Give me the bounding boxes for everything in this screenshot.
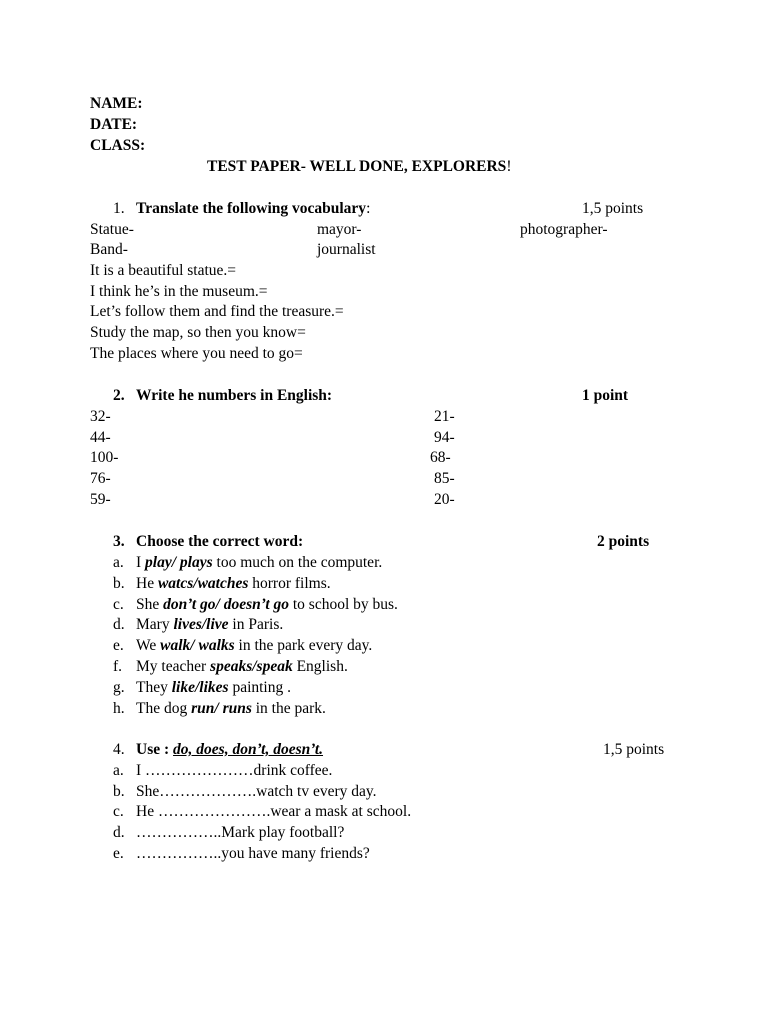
section4-number: 4. [113,741,125,758]
fill-item-c-letter: c. [113,803,124,820]
choice-item-b [136,575,331,593]
number-right-3: 68- [430,449,451,466]
choice-item-pre: Mary [136,616,174,633]
fill-item-a: I …………………drink coffee. [136,762,333,779]
choice-item-e [136,637,372,655]
choice-item-b-letter: b. [113,575,125,592]
choice-item-pre: My teacher [136,658,211,675]
fill-item-b-letter: b. [113,783,125,800]
page-title-exclamation: ! [506,158,512,175]
section1-points: 1,5 points [582,200,644,217]
choice-item-post: too much on the computer. [212,554,383,571]
sentence-5: The places where you need to go= [90,345,303,362]
number-left-2: 44- [90,429,111,446]
section2-heading: Write he numbers in English: [136,387,333,404]
fill-item-a-letter: a. [113,762,124,779]
choice-item-e-letter: e. [113,637,124,654]
vocab-mayor: mayor- [317,221,362,238]
choice-item-pre: The dog [136,700,192,717]
choice-item-h-letter: h. [113,700,125,717]
choice-options: run/ runs [191,700,252,717]
number-left-4: 76- [90,470,111,487]
fill-item-c: He ………………….wear a mask at school. [136,803,412,820]
fill-item-e-letter: e. [113,845,124,862]
section2-number: 2. [113,387,125,404]
number-left-3: 100- [90,449,119,466]
choice-item-pre: I [136,554,146,571]
section1-number: 1. [113,200,125,217]
vocab-journalist: journalist [317,241,376,258]
fill-item-b: She……………….watch tv every day. [136,783,377,800]
choice-item-pre: They [136,679,172,696]
fill-item-d-letter: d. [113,824,125,841]
choice-item-a [136,554,382,572]
choice-options: lives/live [173,616,229,633]
choice-item-pre: We [136,637,161,654]
class-label: CLASS: [90,137,146,154]
section3-heading: Choose the correct word: [136,533,304,550]
choice-item-c [136,596,398,614]
fill-item-d: ……………..Mark play football? [136,824,345,841]
date-label: DATE: [90,116,138,133]
choice-item-g-letter: g. [113,679,125,696]
choice-item-post: horror films. [248,575,331,592]
choice-item-post: in the park every day. [234,637,373,654]
number-right-4: 85- [434,470,455,487]
section2-points: 1 point [582,387,629,404]
number-right-5: 20- [434,491,455,508]
choice-item-c-letter: c. [113,596,124,613]
choice-options: watcs/watches [157,575,249,592]
choice-options: speaks/speak [210,658,293,675]
number-left-5: 59- [90,491,111,508]
section3-number: 3. [113,533,125,550]
sentence-2: I think he’s in the museum.= [90,283,268,300]
sentence-3: Let’s follow them and find the treasure.= [90,303,344,320]
page-title-text: TEST PAPER- WELL DONE, EXPLORERS [207,158,507,175]
choice-item-h [136,700,326,718]
choice-item-pre: She [136,596,164,613]
choice-item-f-letter: f. [113,658,123,675]
choice-item-g [136,679,291,697]
choice-item-d-letter: d. [113,616,125,633]
section1-heading [136,200,370,218]
section4-heading [136,741,323,759]
section4-points: 1,5 points [603,741,665,758]
choice-item-a-letter: a. [113,554,124,571]
choice-item-post: painting . [228,679,291,696]
page-title [207,158,511,176]
vocab-photographer: photographer- [520,221,608,238]
choice-item-post: in the park. [251,700,326,717]
section1-heading-text: Translate the following vocabulary [136,200,367,217]
choice-item-post: in Paris. [228,616,284,633]
choice-item-pre: He [136,575,158,592]
choice-options: walk/ walks [160,637,235,654]
sentence-4: Study the map, so then you know= [90,324,306,341]
section4-heading-words: do, does, don’t, doesn’t. [173,741,324,758]
section1-heading-colon: : [366,200,371,217]
choice-options: play/ plays [145,554,213,571]
choice-item-f [136,658,348,676]
number-right-1: 21- [434,408,455,425]
choice-options: don’t go/ doesn’t go [163,596,289,613]
name-label: NAME: [90,95,143,112]
section3-points: 2 points [597,533,650,550]
vocab-statue: Statue- [90,221,134,238]
section4-heading-use: Use : [136,741,174,758]
number-right-2: 94- [434,429,455,446]
sentence-1: It is a beautiful statue.= [90,262,237,279]
vocab-band: Band- [90,241,128,258]
choice-options: like/likes [171,679,229,696]
choice-item-post: English. [292,658,348,675]
choice-item-post: to school by bus. [289,596,398,613]
fill-item-e: ……………..you have many friends? [136,845,370,862]
choice-item-d [136,616,283,634]
number-left-1: 32- [90,408,111,425]
